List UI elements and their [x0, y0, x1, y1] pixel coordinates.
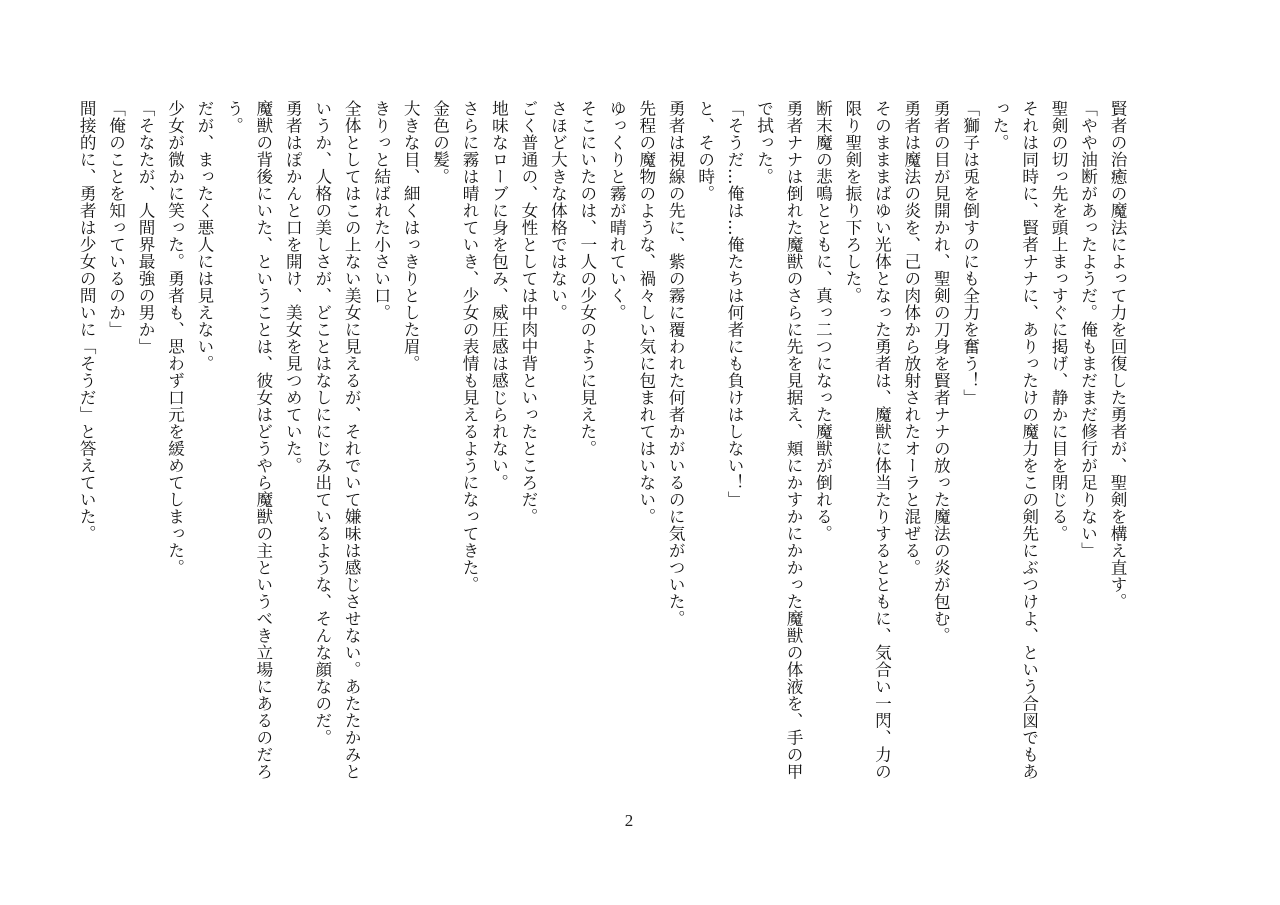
text-line: そこにいたのは、一人の少女のように見えた。 [577, 100, 597, 457]
text-line: 勇者はぽかんと口を開け、美女を見つめていた。 [283, 100, 303, 474]
text-line: 「そうだ…俺は…俺たちは何者にも負けはしない！」 [725, 100, 745, 508]
text-line: きりっと結ばれた小さい口。 [371, 100, 391, 321]
text-line: 断末魔の悲鳴とともに、真っ二つになった魔獣が倒れる。 [813, 100, 833, 542]
text-line: それは同時に、賢者ナナに、ありったけの魔力をこの剣先にぶつけよ、という合図でもあ [1019, 100, 1039, 780]
text-line: いうか、人格の美しさが、どことはなしににじみ出ているような、そんな顔なのだ。 [312, 100, 332, 746]
text-line: う。 [224, 100, 244, 134]
text-line: った。 [990, 100, 1010, 151]
text-line: 金色の髪。 [430, 100, 450, 185]
text-line: 「そなたが、人間界最強の男か」 [136, 100, 156, 355]
text-line: 賢者の治癒の魔法によって力を回復した勇者が、聖剣を構え直す。 [1108, 100, 1127, 610]
text-line: 先程の魔物のような、禍々しい気に包まれてはいない。 [636, 100, 656, 525]
text-line: 少女が微かに笑った。勇者も、思わず口元を緩めてしまった。 [165, 100, 185, 576]
text-line: 「俺のことを知っているのか」 [106, 100, 126, 338]
text-line: 勇者の目が見開かれ、聖剣の刀身を賢者ナナの放った魔法の炎が包む。 [931, 100, 951, 644]
text-line: 聖剣の切っ先を頭上まっすぐに掲げ、静かに目を閉じる。 [1049, 100, 1069, 542]
page-number: 2 [624, 811, 634, 830]
vertical-text-body [77, 100, 1132, 780]
text-line: ゆっくりと霧が晴れていく。 [607, 100, 627, 321]
text-line: 勇者は視線の先に、紫の霧に覆われた何者かがいるのに気がついた。 [666, 100, 686, 627]
text-line: 間接的に、勇者は少女の問いに「そうだ」と答えていた。 [77, 100, 97, 542]
text-line: 全体としてはこの上ない美女に見えるが、それでいて嫌味は感じさせない。あたたかみと [342, 100, 362, 780]
text-line: 勇者ナナは倒れた魔獣のさらに先を見据え、頬にかすかにかかった魔獣の体液を、手の甲 [784, 100, 804, 780]
text-line: そのまままばゆい光体となった勇者は、魔獣に体当たりするとともに、気合い一閃、力の [872, 100, 892, 780]
text-line: 限り聖剣を振り下ろした。 [842, 100, 862, 304]
text-line: だが、まったく悪人には見えない。 [194, 100, 214, 372]
text-line: さらに霧は晴れていき、少女の表情も見えるようになってきた。 [460, 100, 480, 593]
text-line: 魔獣の背後にいた、ということは、彼女はどうやら魔獣の主というべき立場にあるのだろ [253, 100, 273, 780]
text-line: で拭った。 [754, 100, 774, 185]
text-line: ごく普通の、女性としては中肉中背といったところだ。 [518, 100, 538, 525]
text-line: さほど大きな体格ではない。 [548, 100, 568, 321]
text-line: 「獅子は兎を倒すのにも全力を奮う！」 [960, 100, 980, 406]
text-line: 「やや油断があったようだ。俺もまだまだ修行が足りない」 [1078, 100, 1098, 559]
text-line: 地味なローブに身を包み、威圧感は感じられない。 [489, 100, 509, 491]
text-line: 大きな目、細くはっきりとした眉。 [401, 100, 421, 372]
text-line: と、その時。 [695, 100, 715, 202]
text-line: 勇者は魔法の炎を、己の肉体から放射されたオーラと混ぜる。 [901, 100, 921, 576]
